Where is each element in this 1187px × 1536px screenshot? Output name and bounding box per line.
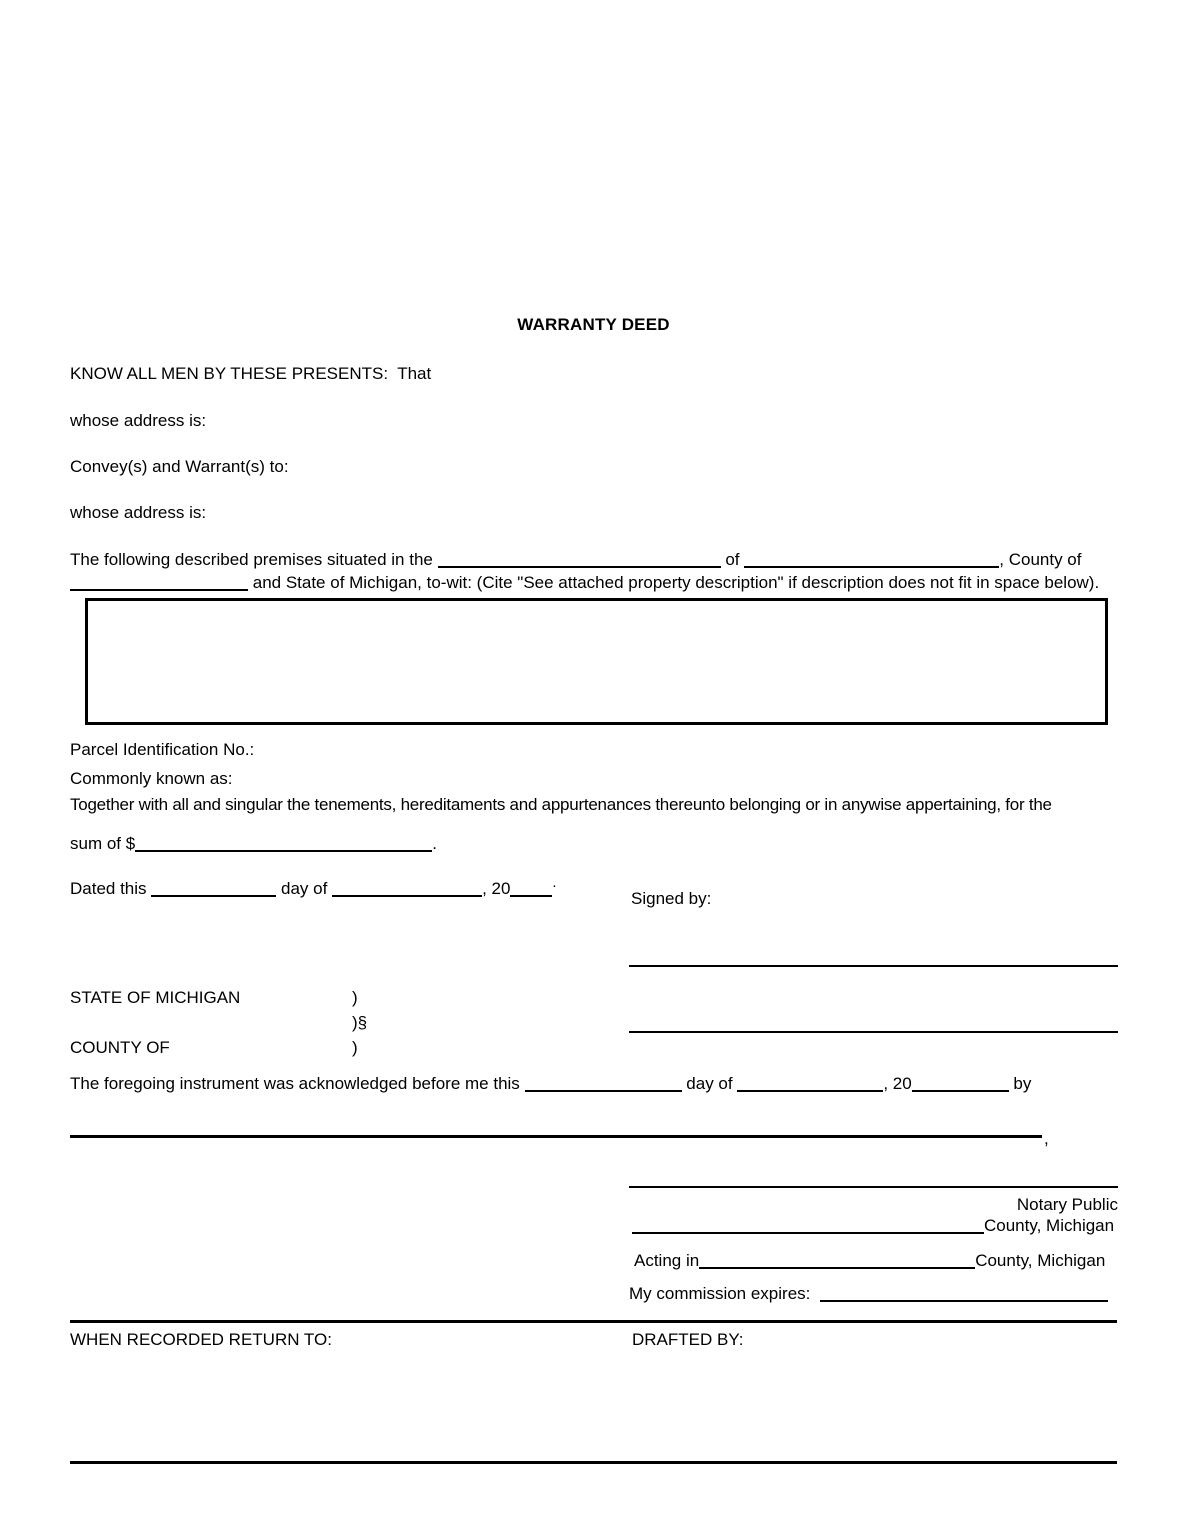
ack-by-text: by xyxy=(1013,1074,1032,1093)
dated-year-blank[interactable] xyxy=(510,881,552,897)
sum-period: . xyxy=(432,834,437,853)
premises-line-1 xyxy=(70,549,1117,570)
ack-year-blank[interactable] xyxy=(912,1076,1009,1092)
commission-expires-row xyxy=(629,1283,1108,1304)
notary-county-suffix-text: County, Michigan xyxy=(984,1216,1115,1235)
ack-name-comma xyxy=(1044,1128,1049,1149)
state-label: STATE OF MICHIGAN xyxy=(70,988,241,1007)
dated-year-prefix-text: , 20 xyxy=(482,879,511,898)
acting-county-suffix-text: County, Michigan xyxy=(975,1251,1106,1270)
premises-municipality-blank[interactable] xyxy=(438,552,721,568)
ss-symbol xyxy=(352,1012,367,1033)
signature-line-2[interactable] xyxy=(629,1031,1118,1033)
intro-text: KNOW ALL MEN BY THESE PRESENTS: That xyxy=(70,364,432,383)
parcel-id-text: Parcel Identification No.: xyxy=(70,740,255,759)
premises-county-suffix-text: , County of xyxy=(999,550,1082,569)
notary-public-text: Notary Public xyxy=(1016,1195,1118,1214)
notary-public-label xyxy=(629,1194,1118,1215)
drafted-by-label xyxy=(632,1329,743,1350)
ack-month-blank[interactable] xyxy=(737,1076,883,1092)
jurat-paren-bottom: ) xyxy=(352,1038,358,1057)
ack-lead-text: The foregoing instrument was acknowledged before me this xyxy=(70,1074,520,1093)
convey-warrant-label xyxy=(70,456,1117,477)
acting-in-row xyxy=(634,1250,1105,1271)
county-label: COUNTY OF xyxy=(70,1038,170,1057)
premises-line-2 xyxy=(70,572,1117,593)
grantee-address-text: whose address is: xyxy=(70,503,207,522)
commonly-known-text: Commonly known as: xyxy=(70,769,233,788)
dated-lead-text: Dated this xyxy=(70,879,147,898)
acting-county-blank[interactable] xyxy=(699,1253,975,1269)
commission-label: My commission expires: xyxy=(629,1284,811,1303)
grantee-address-label xyxy=(70,502,1117,523)
dated-day-blank[interactable] xyxy=(151,881,276,897)
drafted-by-text: DRAFTED BY: xyxy=(632,1330,744,1349)
dated-day-of-text: day of xyxy=(281,879,328,898)
dated-footnote-dot: . xyxy=(552,874,557,891)
notary-signature-line[interactable] xyxy=(629,1186,1118,1188)
ack-name-comma-text: , xyxy=(1044,1129,1049,1148)
section-divider xyxy=(70,1320,1117,1323)
page-title: WARRANTY DEED xyxy=(517,315,670,334)
dated-month-blank[interactable] xyxy=(332,881,482,897)
dated-line xyxy=(70,874,1117,900)
premises-lead-text: The following described premises situated in the xyxy=(70,550,433,569)
commission-date-blank[interactable] xyxy=(820,1286,1108,1302)
sum-amount-blank[interactable] xyxy=(135,836,432,852)
ack-year-prefix-text: , 20 xyxy=(883,1074,912,1093)
premises-name-blank[interactable] xyxy=(744,552,999,568)
when-recorded-text: WHEN RECORDED RETURN TO: xyxy=(70,1330,332,1349)
sum-line xyxy=(70,833,1117,854)
commonly-known-label xyxy=(70,768,1117,789)
premises-tail-text: and State of Michigan, to-wit: (Cite "See attached property description" if description does not fit in space below). xyxy=(252,573,1100,592)
ack-name-blank[interactable] xyxy=(70,1135,1042,1138)
county-of-row xyxy=(70,1037,470,1058)
signature-line-1[interactable] xyxy=(629,965,1118,967)
ack-day-blank[interactable] xyxy=(525,1076,682,1092)
state-of-michigan-row xyxy=(70,987,470,1008)
premises-of-text: of xyxy=(725,550,740,569)
parcel-id-label xyxy=(70,739,1117,760)
grantor-address-label xyxy=(70,410,1117,431)
property-description-box[interactable] xyxy=(85,598,1108,725)
acting-in-label: Acting in xyxy=(634,1251,700,1270)
notary-county-blank[interactable] xyxy=(632,1218,984,1234)
premises-county-blank[interactable] xyxy=(70,575,248,591)
acknowledgment-line xyxy=(70,1073,1117,1094)
grantor-address-text: whose address is: xyxy=(70,411,207,430)
signed-by-text: Signed by: xyxy=(631,889,712,908)
together-clause-text: Together with all and singular the tenements, hereditaments and appurtenances thereunto belonging or in anywise appertaining, for the xyxy=(70,795,1052,814)
convey-warrant-text: Convey(s) and Warrant(s) to: xyxy=(70,457,289,476)
ss-symbol-text: )§ xyxy=(352,1013,368,1032)
ack-day-of-text: day of xyxy=(686,1074,733,1093)
signed-by-label xyxy=(631,888,711,909)
sum-lead-text: sum of $ xyxy=(70,834,136,853)
together-clause xyxy=(70,794,1117,815)
intro-line xyxy=(70,363,1117,384)
jurat-paren-top: ) xyxy=(352,988,358,1007)
when-recorded-label xyxy=(70,1329,332,1350)
notary-county-row xyxy=(632,1215,1114,1236)
bottom-rule xyxy=(70,1461,1117,1464)
